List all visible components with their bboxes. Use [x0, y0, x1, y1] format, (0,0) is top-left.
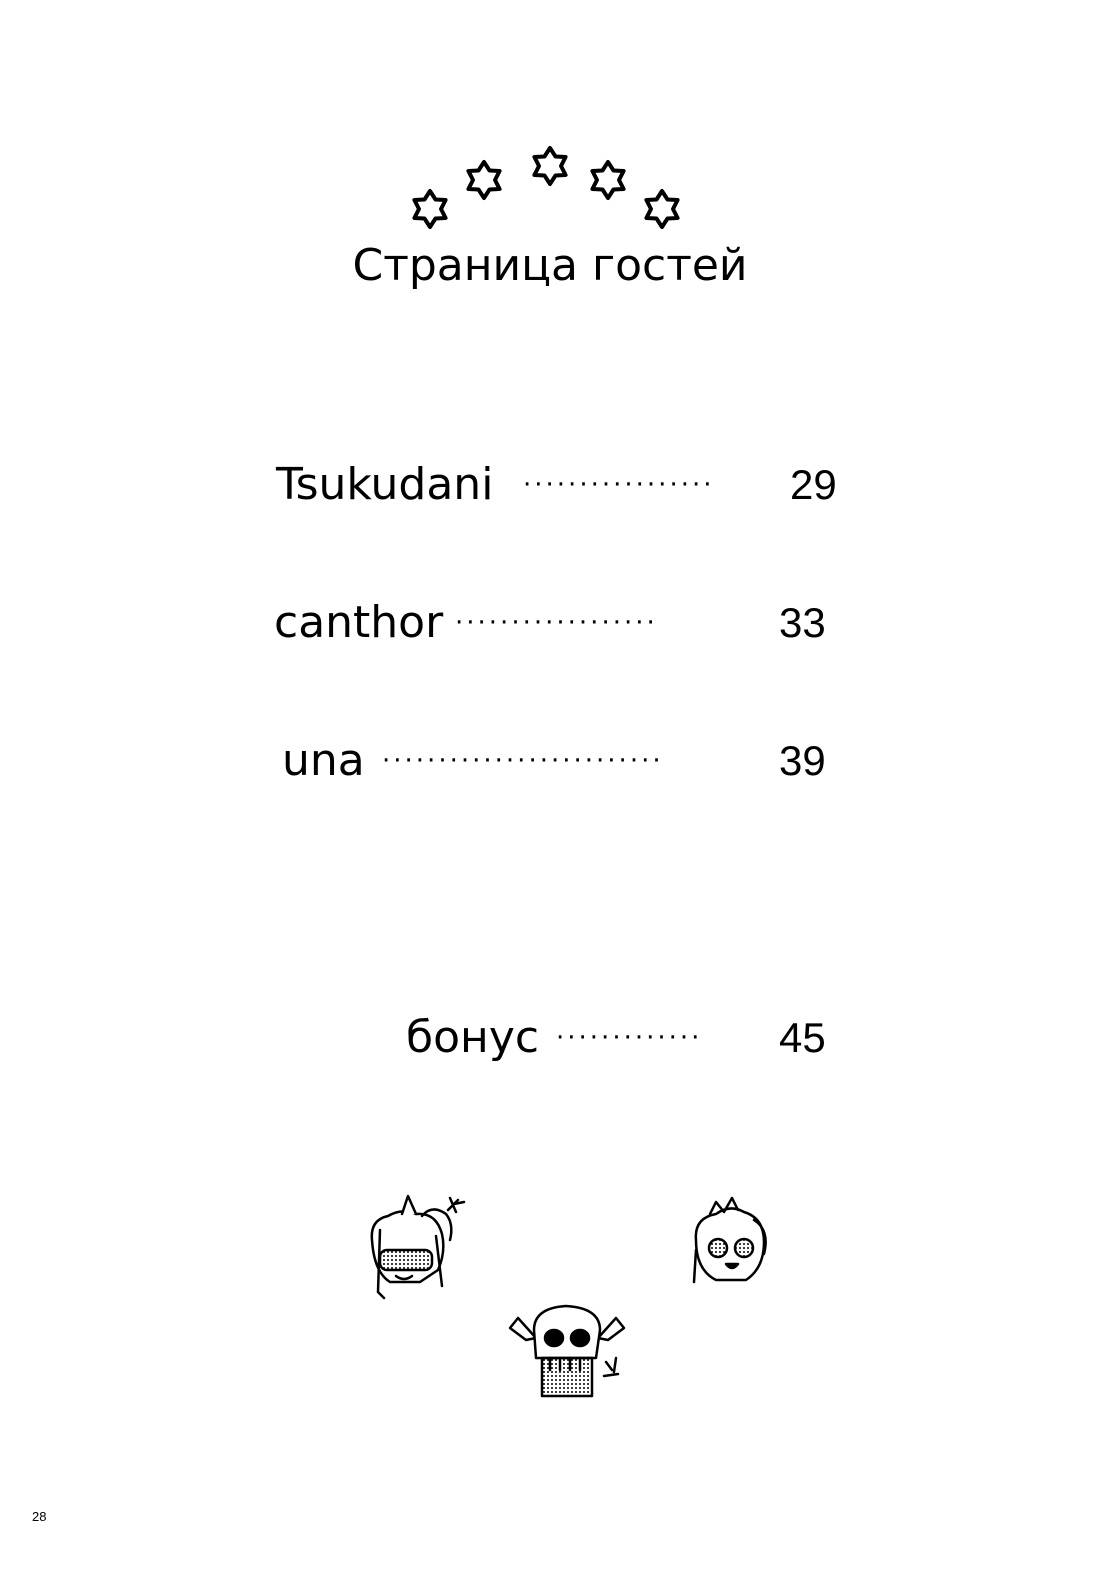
toc-entry-bonus — [0, 1008, 1100, 1068]
toc-entry-page: 33 — [779, 599, 826, 646]
toc-entry-una — [0, 731, 1100, 791]
toc-leader-dots: ························· — [382, 746, 664, 776]
chibi-horned-skull-icon — [510, 1306, 624, 1396]
toc-entry-page: 39 — [779, 737, 826, 784]
toc-leader-dots: ············· — [556, 1023, 703, 1053]
toc-entry-page: 45 — [779, 1014, 826, 1061]
page-number: 28 — [32, 1509, 47, 1524]
toc-entry-canthor — [0, 593, 1100, 653]
chibi-illustrations — [350, 1190, 800, 1410]
chibi-boy-icon — [694, 1198, 766, 1282]
star-outline-icon — [414, 191, 445, 227]
star-outline-icon — [534, 148, 565, 184]
toc-leader-dots: ················· — [523, 470, 715, 500]
star-outline-icon — [592, 162, 623, 198]
page-title: Страница гостей — [352, 240, 748, 291]
toc-leader-dots: ·················· — [455, 608, 658, 638]
toc-entry-tsukudani — [0, 455, 1100, 515]
toc-entry-name: Tsukudani — [276, 459, 494, 510]
toc-entry-page: 29 — [790, 461, 837, 508]
star-outline-icon — [468, 162, 499, 198]
star-outline-icon — [646, 191, 677, 227]
chibi-horned-girl-icon — [372, 1196, 464, 1298]
toc-entry-name: canthor — [274, 597, 444, 648]
toc-entry-name: una — [282, 735, 365, 786]
star-arc-decoration — [380, 130, 720, 240]
toc-entry-name: бонус — [406, 1012, 540, 1063]
